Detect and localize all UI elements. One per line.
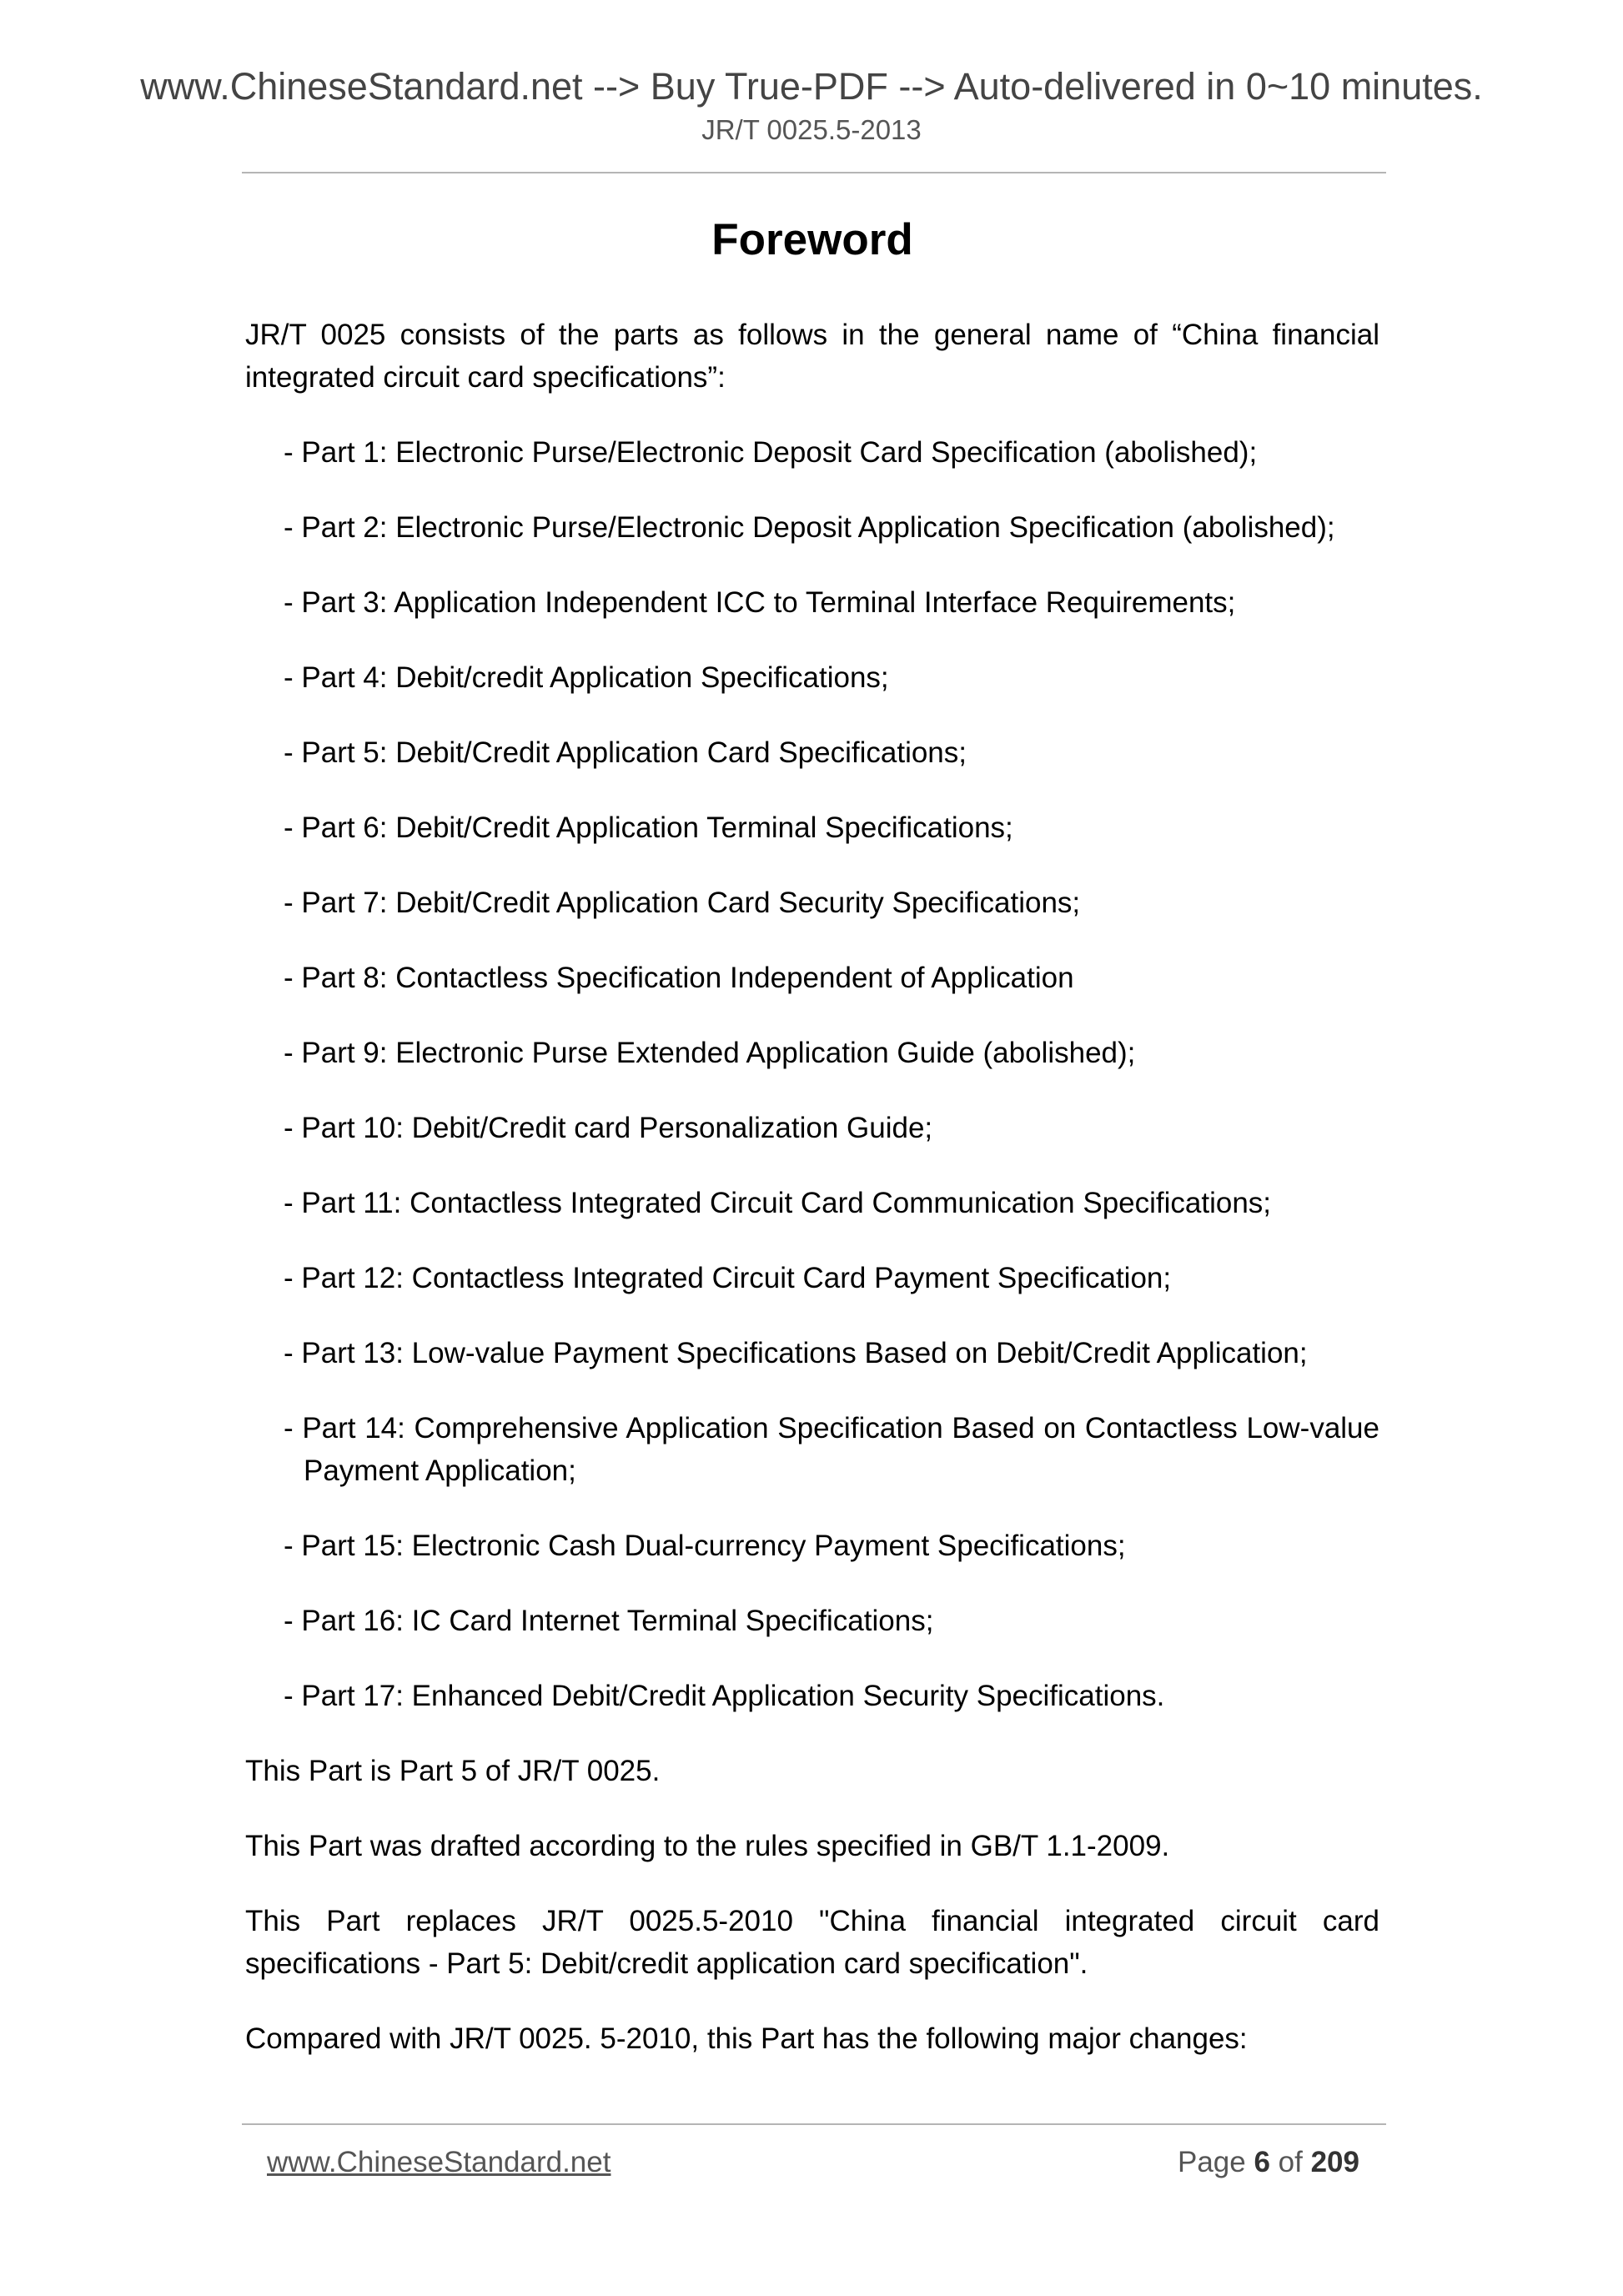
page-of-label: of — [1278, 2146, 1303, 2178]
statement-part-number: This Part is Part 5 of JR/T 0025. — [245, 1755, 661, 1787]
page-footer — [267, 2138, 1359, 2188]
header-divider — [242, 172, 1386, 173]
list-item-part-10: - Part 10: Debit/Credit card Personalization Guide; — [284, 1112, 933, 1144]
list-item-part-17: - Part 17: Enhanced Debit/Credit Application Security Specifications. — [284, 1680, 1165, 1712]
promo-banner: www.ChineseStandard.net --> Buy True-PDF --> Auto-delivered in 0~10 minutes. — [140, 65, 1483, 108]
intro-paragraph: JR/T 0025 consists of the parts as follows in the general name of “China financial integrated circuit card specifications”: — [245, 319, 1379, 394]
list-item-part-14: - Part 14: Comprehensive Application Specification Based on Contactless Low-value Payment Application; — [284, 1412, 1379, 1487]
list-item-part-9: - Part 9: Electronic Purse Extended Application Guide (abolished); — [284, 1037, 1136, 1069]
list-item-part-1: - Part 1: Electronic Purse/Electronic Deposit Card Specification (abolished); — [284, 436, 1258, 469]
list-item-part-6: - Part 6: Debit/Credit Application Terminal Specifications; — [284, 811, 1013, 844]
list-item-part-5: - Part 5: Debit/Credit Application Card Specifications; — [284, 736, 967, 769]
page-header — [0, 63, 1623, 148]
list-item-part-15: - Part 15: Electronic Cash Dual-currency Payment Specifications; — [284, 1530, 1126, 1562]
list-item-part-2: - Part 2: Electronic Purse/Electronic Deposit Application Specification (abolished); — [284, 511, 1335, 544]
statement-replacement: This Part replaces JR/T 0025.5-2010 "China financial integrated circuit card specifications - Part 5: Debit/credit application card specification". — [245, 1905, 1379, 1980]
parts-list — [245, 431, 1379, 1717]
document-body — [245, 207, 1379, 2093]
page-total: 209 — [1310, 2146, 1359, 2178]
statement-changes: Compared with JR/T 0025. 5-2010, this Part has the following major changes: — [245, 2022, 1248, 2055]
list-item-part-3: - Part 3: Application Independent ICC to Terminal Interface Requirements; — [284, 586, 1236, 619]
footer-site-link[interactable]: www.ChineseStandard.net — [267, 2146, 611, 2178]
standard-code: JR/T 0025.5-2013 — [701, 114, 922, 145]
page-title: Foreword — [711, 215, 913, 264]
footer-divider — [242, 2123, 1386, 2125]
statement-drafting-rules: This Part was drafted according to the rules specified in GB/T 1.1-2009. — [245, 1830, 1170, 1862]
list-item-part-8: - Part 8: Contactless Specification Independent of Application — [284, 962, 1074, 994]
page-label: Page — [1177, 2146, 1246, 2178]
page-indicator — [1178, 2138, 1359, 2188]
list-item-part-16: - Part 16: IC Card Internet Terminal Specifications; — [284, 1605, 934, 1637]
list-item-part-4: - Part 4: Debit/credit Application Specifications; — [284, 661, 889, 694]
page-current: 6 — [1254, 2146, 1270, 2178]
list-item-part-12: - Part 12: Contactless Integrated Circuit Card Payment Specification; — [284, 1262, 1172, 1294]
list-item-part-7: - Part 7: Debit/Credit Application Card Security Specifications; — [284, 887, 1081, 919]
list-item-part-11: - Part 11: Contactless Integrated Circuit Card Communication Specifications; — [284, 1187, 1272, 1219]
list-item-part-13: - Part 13: Low-value Payment Specifications Based on Debit/Credit Application; — [284, 1337, 1308, 1369]
